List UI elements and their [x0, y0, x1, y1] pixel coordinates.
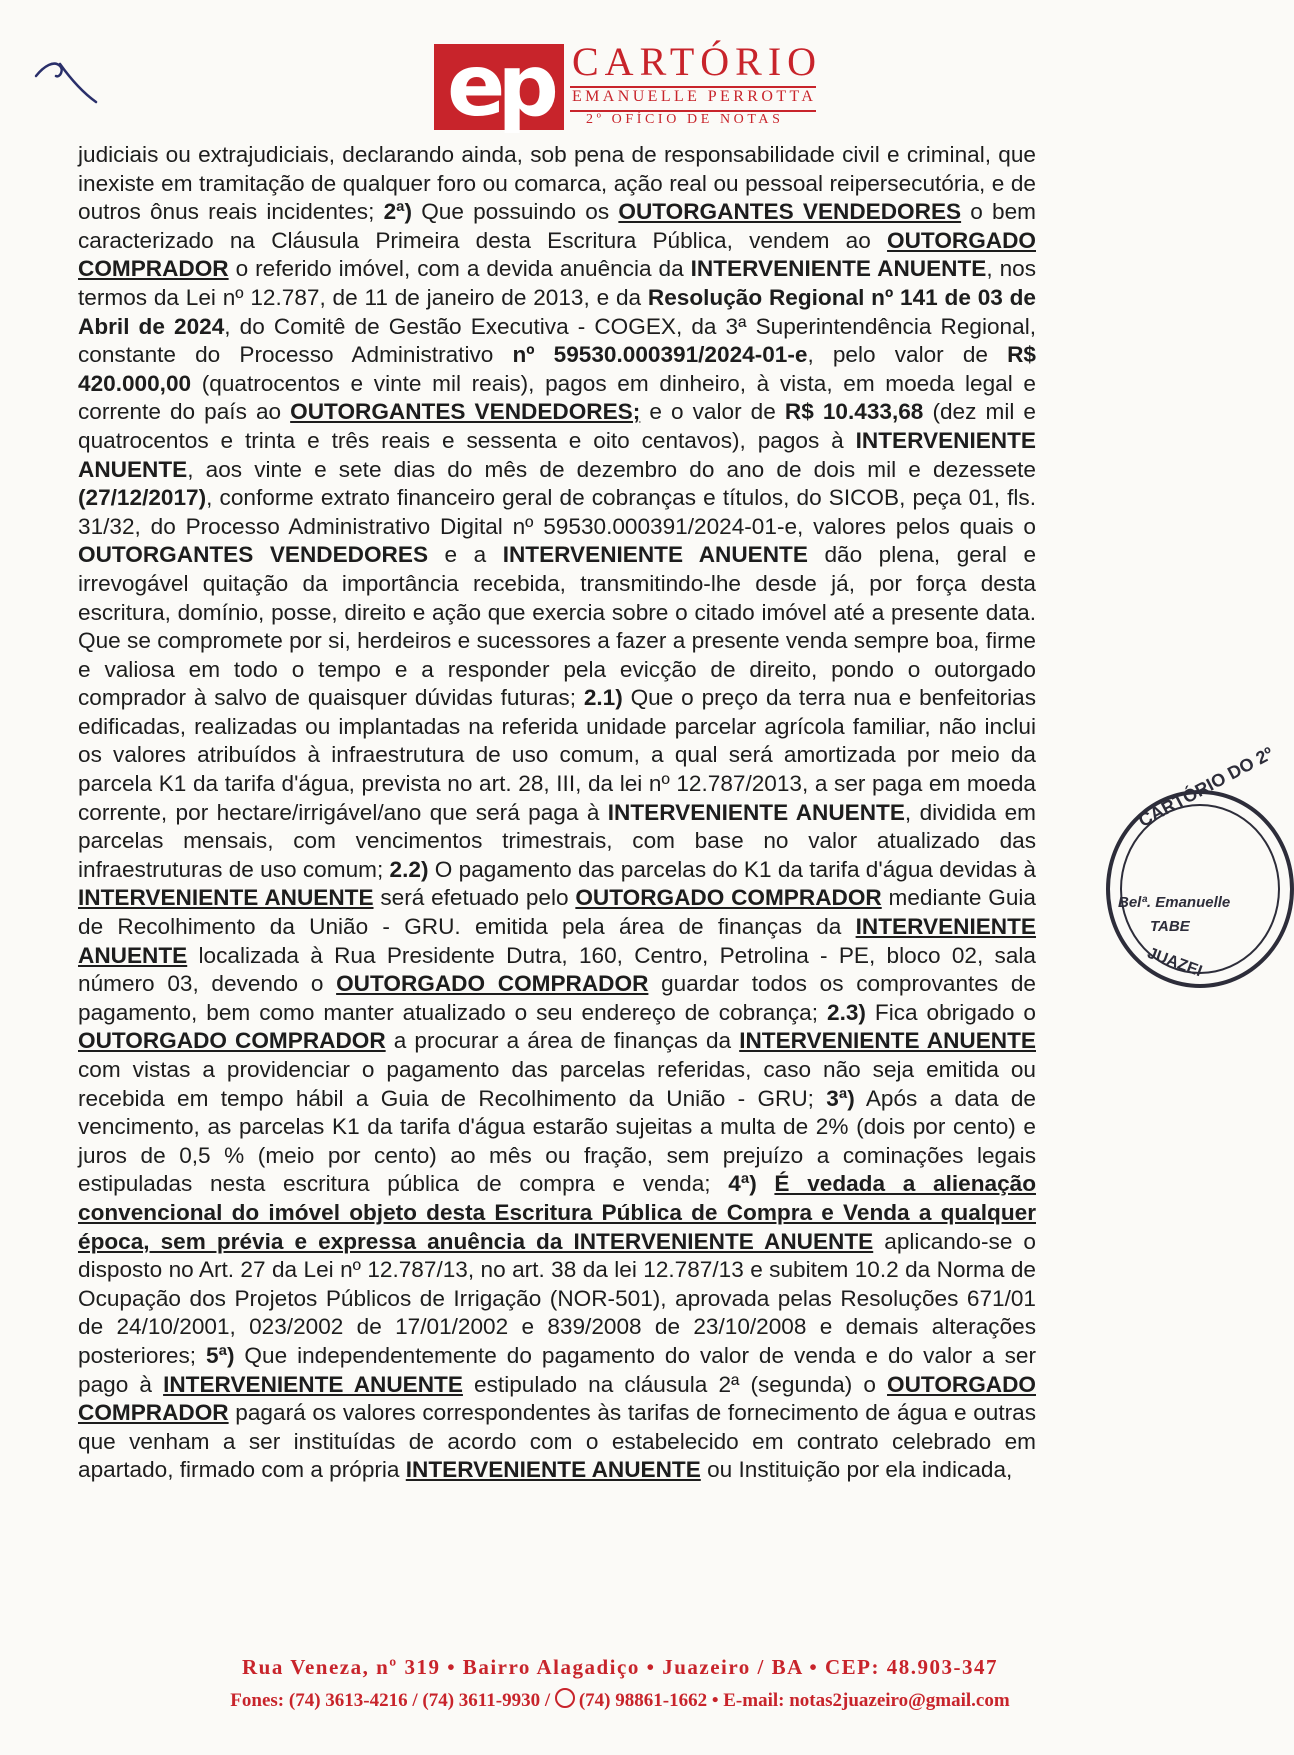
text-run: o referido imóvel, com a devida anuência da: [228, 256, 691, 282]
notary-stamp: [1106, 742, 1294, 988]
party-name: INTERVENIENTE ANUENTE: [163, 1371, 463, 1397]
stamp-arc-text: CARTÓRIO DO 2º: [1135, 742, 1277, 831]
text-run: a procurar a área de finanças da: [385, 1028, 740, 1054]
text-run: Que o preço da terra nua e benfeitorias edificadas, realizadas ou implantadas na referida unidade parcelar agrícola familiar, não inclui os valores atribuídos à infraestrutura de uso comum, a qual será amortizada por meio da parcela K1 da tarifa d'água, prevista no art. 28, III, da lei nº 12.787/2013, a ser paga em moeda corrente, por hectare/irrigável/ano que será paga à: [78, 685, 1036, 825]
clause-number: 4ª): [728, 1171, 757, 1197]
clause-number: 3ª): [826, 1085, 855, 1111]
whatsapp-icon: [555, 1688, 575, 1708]
stamp-city: JUAZEI: [1144, 944, 1205, 981]
party-name: INTERVENIENTE ANUENTE: [739, 1028, 1036, 1054]
party-name: OUTORGADO COMPRADOR: [78, 1028, 386, 1054]
text-run: mediante Guia de Recolhimento da União - GRU. emitida pela área de finanças da: [78, 885, 1036, 940]
clause-number: 2.3): [827, 999, 866, 1025]
text-run: e o valor de: [640, 399, 785, 425]
text-run: localizada à Rua Presidente Dutra, 160, Centro, Petrolina - PE, bloco 02, sala número 03, devendo o: [78, 942, 1036, 997]
text-run: O pagamento das parcelas do K1 da tarifa d'água devidas à: [428, 856, 1037, 882]
party-name: OUTORGADO COMPRADOR: [575, 885, 882, 911]
deed-body-text: [78, 141, 1036, 1485]
text-run: (dez mil e quatrocentos e trinta e três reais e sessenta e oito centavos), pagos à: [78, 399, 1036, 453]
text-run: e a: [428, 542, 503, 568]
party-name: INTERVENIENTE ANUENTE: [78, 914, 1036, 968]
clause-number: 5ª): [206, 1342, 235, 1368]
footer-address: Rua Veneza, nº 319 • Bairro Alagadiço • Juazeiro / BA • CEP: 48.903-347: [242, 1655, 998, 1679]
notary-subtitle: EMANUELLE PERROTTA: [572, 88, 817, 105]
text-run: judiciais ou extrajudiciais, declarando ainda, sob pena de responsabilidade civil e criminal, que inexiste em tramitação de qualquer foro ou comarca, ação real ou pessoal reipersecutória, e de outros ônus reais incidentes;: [78, 142, 1036, 225]
text-run: o bem caracterizado na Cláusula Primeira desta Escritura Pública, vendem ao: [78, 199, 1037, 253]
footer-mobile-email: (74) 98861-1662 • E-mail: notas2juazeiro@gmail.com: [578, 1690, 1010, 1711]
stamp-role: TABE: [1150, 918, 1190, 935]
process-number: nº 59530.000391/2024-01-e: [512, 342, 808, 368]
party-name: INTERVENIENTE ANUENTE: [690, 256, 987, 282]
text-run: , dividida em parcelas mensais, com vencimentos trimestrais, com base no valor atualizado das infraestruturas de uso comum;: [78, 799, 1036, 882]
notary-logo-badge: [434, 36, 564, 136]
handwritten-page-mark: [30, 48, 110, 118]
text-run: com vistas a providenciar o pagamento das parcelas referidas, caso não seja emitida ou recebida em tempo hábil a Guia de Recolhimento da União - GRU;: [78, 1057, 1036, 1111]
fee-amount: R$ 10.433,68: [784, 399, 924, 425]
party-name: INTERVENIENTE ANUENTE: [607, 799, 905, 825]
clause-number: 2.1): [583, 685, 623, 711]
text-run: , conforme extrato financeiro geral de cobranças e títulos, do SICOB, peça 01, fls. 31/32, do Processo Administrativo Digital nº 59530.000391/2024-01-e, valores pelos quais o: [78, 485, 1036, 539]
margin-mark-text: [46, 40, 47, 41]
party-name: INTERVENIENTE ANUENTE: [78, 885, 374, 911]
text-run: , nos termos da Lei nº 12.787, de 11 de janeiro de 2013, e da: [78, 256, 1037, 310]
text-run: dão plena, geral e irrevogável quitação da importância recebida, transmitindo-lhe desde já, por força desta escritura, domínio, posse, direito e ação que exercia sobre o citado imóvel até a presente data. Que se compromete por si, herdeiros e sucessores a fazer a presente venda sempre boa, firme e valiosa em todo o tempo e a responder pela evicção de direito, pondo o outorgado comprador à salvo de quaisquer dúvidas futuras;: [78, 542, 1037, 711]
party-name: OUTORGADO COMPRADOR: [336, 971, 649, 997]
text-run: , aos vinte e sete dias do mês de dezembro do ano de dois mil e dezessete: [187, 456, 1036, 482]
text-run: pagará os valores correspondentes às tarifas de fornecimento de água e outras que venham a ser instituídas de acordo com o estabelecido em contrato celebrado em apartado, firmado com a própria: [78, 1400, 1036, 1483]
clause-number: 2.2): [389, 856, 429, 882]
text-run: será efetuado pelo: [373, 885, 576, 911]
text-run: , pelo valor de: [807, 342, 1008, 368]
text-run: Que possuindo os: [412, 199, 619, 225]
party-name: INTERVENIENTE ANUENTE: [502, 542, 808, 568]
text-run: Após a data de vencimento, as parcelas K1 da tarifa d'água estarão sujeitas a multa de 2% (dois por cento) e juros de 0,5 % (meio por cento) ao mês ou fração, sem prejuízo a cominações legais estipuladas nesta escritura pública de compra e venda;: [78, 1085, 1036, 1197]
party-name: INTERVENIENTE ANUENTE: [405, 1457, 701, 1483]
party-name: OUTORGADO COMPRADOR: [78, 1371, 1036, 1426]
text-run: estipulado na cláusula 2ª (segunda) o: [462, 1371, 888, 1397]
party-name: OUTORGANTES VENDEDORES;: [290, 399, 641, 425]
logo-letters: ep: [447, 36, 551, 136]
stamp-name: Belª. Emanuelle: [1118, 894, 1231, 911]
sale-amount: R$ 420.000,00: [78, 342, 1036, 396]
text-run: Que independentemente do pagamento do valor de venda e do valor a ser pago à: [78, 1342, 1036, 1397]
restriction-clause: É vedada a alienação convencional do imóvel objeto desta Escritura Pública de Compra e Venda a qualquer época, sem prévia e expressa anuência da INTERVENIENTE ANUENTE: [78, 1171, 1036, 1254]
resolution-reference: Resolução Regional nº 141 de 03 de Abril de 2024: [78, 284, 1036, 339]
text-run: Fica obrigado o: [865, 999, 1036, 1025]
party-name: OUTORGADO COMPRADOR: [78, 227, 1036, 282]
notary-name: CARTÓRIO: [572, 39, 823, 84]
footer-contact: [0, 1688, 1240, 1712]
clause-number: 2ª): [383, 199, 413, 225]
party-name: OUTORGANTES VENDEDORES: [618, 199, 962, 225]
text-run: [757, 1171, 775, 1196]
notary-office: 2º OFÍCIO DE NOTAS: [586, 112, 784, 127]
text-run: aplicando-se o disposto no Art. 27 da Lei nº 12.787/13, no art. 38 da lei 12.787/13 e subitem 10.2 da Norma de Ocupação dos Projetos Públicos de Irrigação (NOR-501), aprovada pelas Resoluções 671/01 de 24/10/2001, 023/2002 de 17/01/2002 e 839/2008 de 23/10/2008 e demais alterações posteriores;: [78, 1228, 1036, 1368]
footer-phones: Fones: (74) 3613-4216 / (74) 3611-9930 /: [230, 1690, 555, 1711]
text-run: ou Instituição por ela indicada,: [700, 1457, 1013, 1483]
party-name: INTERVENIENTE ANUENTE: [78, 427, 1036, 482]
text-run: (quatrocentos e vinte mil reais), pagos em dinheiro, à vista, em moeda legal e corrente do país ao: [78, 370, 1036, 425]
party-name: OUTORGANTES VENDEDORES: [78, 542, 429, 568]
text-run: guardar todos os comprovantes de pagamento, bem como manter atualizado o seu endereço de cobrança;: [78, 971, 1036, 1025]
text-run: , do Comitê de Gestão Executiva - COGEX, da 3ª Superintendência Regional, constante do Processo Administrativo: [78, 313, 1036, 368]
payment-date: (27/12/2017): [78, 485, 207, 511]
